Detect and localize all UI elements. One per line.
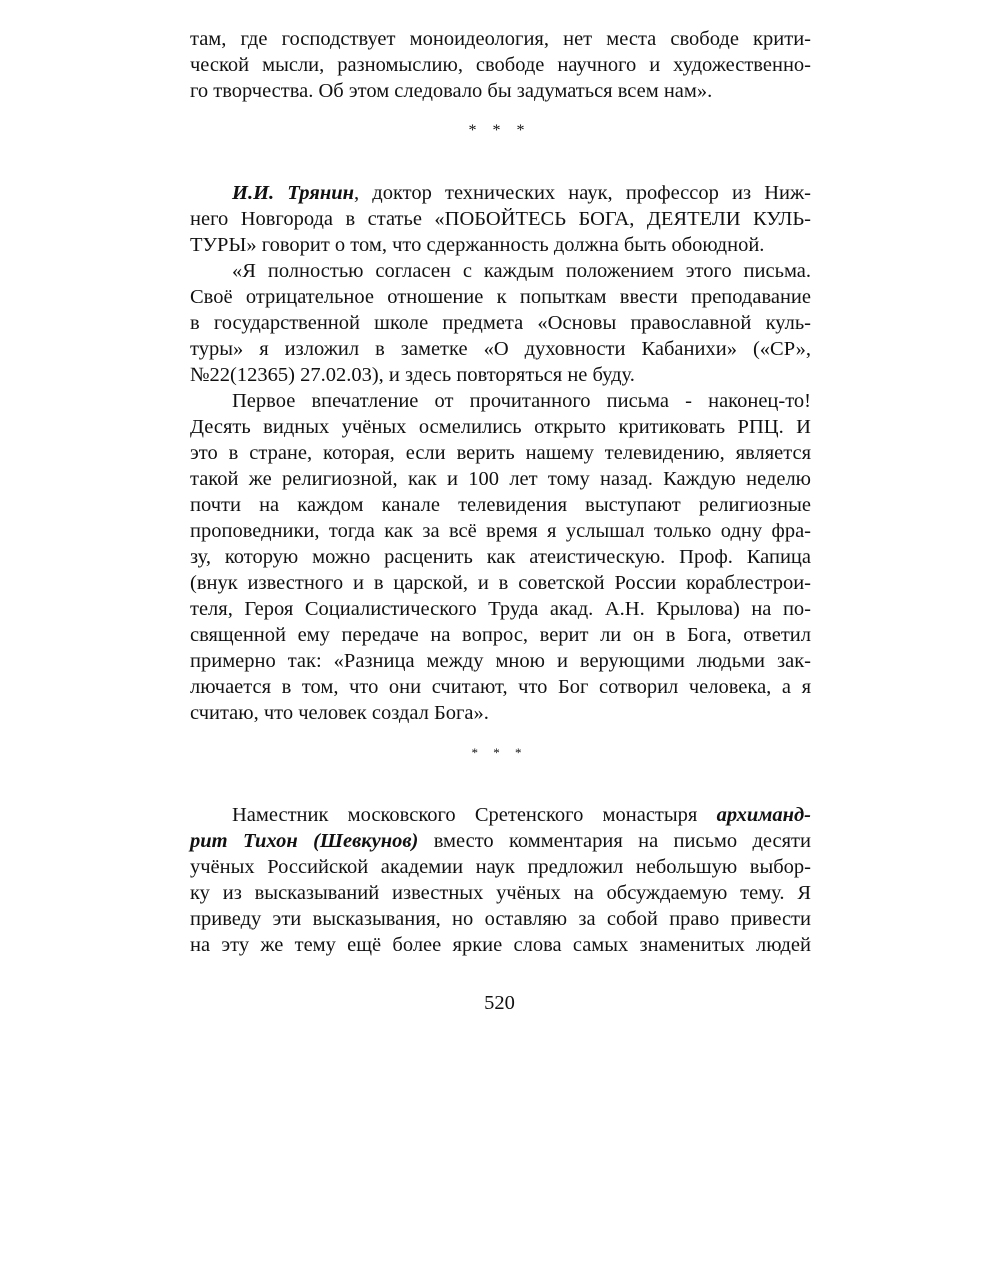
paragraph-lead-line	[232, 180, 811, 206]
text-line: это в стране, которая, если верить нашему телевидению, является	[190, 442, 811, 464]
page-number: 520	[484, 992, 515, 1014]
text-line: учёных Российской академии наук предложил небольшую выбор-	[190, 856, 811, 878]
text-line	[190, 828, 811, 854]
text-line: на эту же тему ещё более яркие слова самых знаменитых людей	[190, 934, 811, 956]
text-line: «Я полностью согласен с каждым положением этого письма.	[232, 260, 811, 282]
text-fragment: Наместник московского Сретенского монастыря	[232, 804, 717, 826]
section-separator: * * *	[471, 745, 528, 760]
text-line: ТУРЫ» говорит о том, что сдержанность должна быть обоюдной.	[190, 234, 765, 256]
text-line: го творчества. Об этом следовало бы задуматься всем нам».	[190, 80, 713, 102]
section-separator: * * *	[468, 122, 531, 139]
emphasized-name: архиманд-	[716, 804, 811, 826]
paragraph-lead-line	[232, 802, 811, 828]
text-line: Десять видных учёных осмелились открыто критиковать РПЦ. И	[190, 416, 811, 438]
text-line: приведу эти высказывания, но оставляю за собой право привести	[190, 908, 811, 930]
text-line: считаю, что человек создал Бога».	[190, 702, 489, 724]
text-line: примерно так: «Разница между мною и верующими людьми зак-	[190, 650, 811, 672]
text-line: туры» я изложил в заметке «О духовности Кабанихи» («СР»,	[190, 338, 811, 360]
text-line: (внук известного и в царской, и в советской России кораблестрои-	[190, 572, 811, 594]
text-line: него Новгорода в статье «ПОБОЙТЕСЬ БОГА, ДЕЯТЕЛИ КУЛЬ-	[190, 208, 811, 230]
text-fragment: , доктор технических наук, профессор из Ниж-	[354, 182, 812, 204]
text-line: в государственной школе предмета «Основы православной куль-	[190, 312, 811, 334]
text-line: такой же религиозной, как и 100 лет тому назад. Каждую неделю	[190, 468, 811, 490]
text-line: ку из высказываний известных учёных на обсуждаемую тему. Я	[190, 882, 811, 904]
text-line: почти на каждом канале телевидения выступают религиозные	[190, 494, 811, 516]
text-line: лючается в том, что они считают, что Бог сотворил человека, а я	[190, 676, 811, 698]
text-fragment: вместо комментария на письмо десяти	[418, 830, 811, 852]
text-line: проповедники, тогда как за всё время я услышал только одну фра-	[190, 520, 811, 542]
emphasized-name: рит Тихон (Шевкунов)	[190, 830, 419, 852]
author-name: И.И. Трянин	[232, 182, 355, 204]
text-line: священной ему передаче на вопрос, верит ли он в Бога, ответил	[190, 624, 811, 646]
text-line: теля, Героя Социалистического Труда акад. А.Н. Крылова) на по-	[190, 598, 811, 620]
text-line: там, где господствует моноидеология, нет места свободе крити-	[190, 28, 811, 50]
text-line: Первое впечатление от прочитанного письма - наконец-то!	[232, 390, 811, 412]
text-line: ческой мысли, разномыслию, свободе научного и художественно-	[190, 54, 811, 76]
text-line: зу, которую можно расценить как атеистическую. Проф. Капица	[190, 546, 811, 568]
text-line: №22(12365) 27.02.03), и здесь повторяться не буду.	[190, 364, 635, 386]
text-line: Своё отрицательное отношение к попыткам ввести преподавание	[190, 286, 811, 308]
